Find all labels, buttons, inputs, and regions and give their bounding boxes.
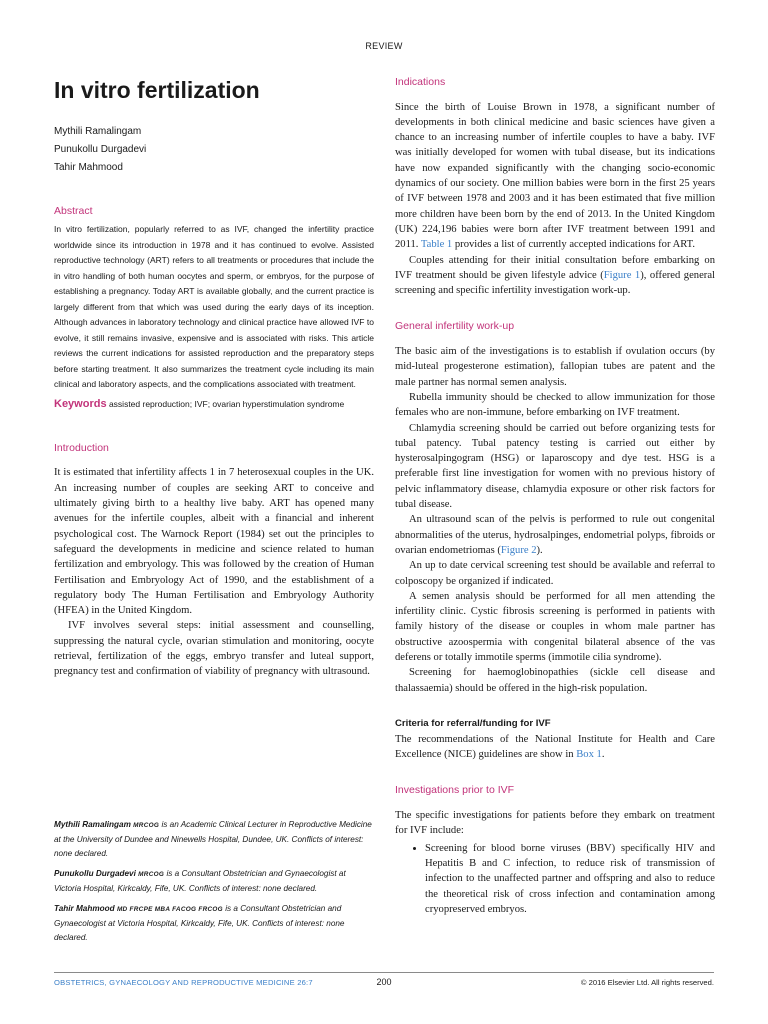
footer-divider	[54, 972, 714, 973]
keywords-label: Keywords	[54, 397, 107, 410]
indications-paragraph: Since the birth of Louise Brown in 1978, a significant number of developments in both clinical medicine and basic sciences have given a chance to an increasing number of infertile couples to have a baby. IVF was initially developed for women with tubal disease, but its indications have now expanded significantly with the changing socio-economic dynamics of our society. One million babies were born in the first 25 years of IVF between 1978 and 2003 and it has been estimated that five million more children have been born by the end of 2013. In the United Kingdom (UK) 224,196 babies were born after IVF treatment between 1991 and 2011. Table 1 provides a list of currently accepted indications for ART.	[395, 101, 715, 251]
workup-paragraph: An ultrasound scan of the pelvis is performed to rule out congenital abnormalities of the uterus, hydrosalpinges, endometrial polyps, fibroids or ovarian endometriomas (Figure 2).	[395, 514, 715, 556]
list-item: • Screening for blood borne viruses (BBV) specifically HIV and Hepatitis B and C infection, to reduce risk of transmission of infection to the unaffected partner and offspring and also to reduce the theoretical risk of cross infection and contamination among cryopreserved embryos.	[425, 841, 715, 917]
criteria-heading: Criteria for referral/funding for IVF	[395, 717, 551, 729]
abstract-text: In vitro fertilization, popularly referred to as IVF, changed the infertility practice worldwide since its introduction in 1978 and it has continued to evolve. Assisted reproductive technology (ART) refers to all treatments or procedures that include the in vitro handling of both human oocytes and sperm, or embryos, for the purpose of establishing a pregnancy. Today ART is available globally, and the current practice is largely different from that which was used during the early days of its inception. Although advances in laboratory technology and clinical practice have allowed IVF to evolve, it still remains invasive, expensive and is associated with risks. This article reviews the current indications for assisted reproduction and the preparatory steps before starting treatment. It also summarizes the treatment cycle including its main clinical and laboratory aspects, and the complications associated with treatment.	[54, 224, 374, 390]
introduction-paragraph: It is estimated that infertility affects 1 in 7 heterosexual couples in the UK. An increasing number of couples are seeking ART to conceive and ultimately giving birth to a healthy live baby. ART has opened many avenues for the infertile couples, albeit with a financial and inherent psychological cost. The Warnock Report (1984) set out the principles to safeguard the developments in medicine and science related to human fertilization and embryology. This was followed by the creation of Human Fertilisation and Embryology Act of 1990, and the establishment of a regulatory body The Human Fertilisation and Embryology Authority (HFEA) in the United Kingdom.	[54, 467, 374, 617]
author-name: Tahir Mahmood	[54, 161, 123, 173]
author-footnotes	[54, 818, 374, 951]
keywords	[54, 397, 374, 412]
author-name: Mythili Ramalingam	[54, 125, 142, 137]
table-1-link[interactable]: Table 1	[420, 239, 453, 251]
footnote-author-qualifications: MRCOG	[133, 822, 160, 829]
abstract-heading: Abstract	[54, 204, 93, 217]
indications-paragraph: Couples attending for their initial consultation before embarking on IVF treatment should be given lifestyle advice (Figure 1), offered general screening and specific infertility investigation work-up.	[395, 254, 715, 297]
footnote-author-name: Punukollu Durgadevi	[54, 869, 136, 878]
box-1-link[interactable]: Box 1	[576, 749, 602, 761]
workup-paragraph: The basic aim of the investigations is to establish if ovulation occurs (by mid-luteal progesterone estimation), fallopian tubes are patent and the male partner has normal semen analysis.	[395, 346, 715, 388]
keywords-text: assisted reproduction; IVF; ovarian hyperstimulation syndrome	[108, 398, 345, 409]
footnote-text: is an Academic Clinical Lecturer in Reproductive Medicine at the University of Dundee and Ninewells Hospital, Dundee, UK. Conflicts of interest: none declared.	[54, 820, 372, 858]
article-title: In vitro fertilization	[54, 77, 260, 103]
footer-journal: OBSTETRICS, GYNAECOLOGY AND REPRODUCTIVE MEDICINE 26:7	[54, 978, 313, 987]
workup-paragraph: Chlamydia screening should be carried out before organizing tests for tubal patency. Tubal patency testing is carried out either by hysterosalpingogram (HSG) or laparoscopy and dye test. HSG is a preferable first line investigation for women with no previous history of pelvic inflammatory disease, chlamydia exposure or other risk factors for tubal disease.	[395, 422, 715, 511]
author-footnote	[54, 867, 374, 896]
footnote-text: is a Consultant Obstetrician and Gynaecologist at Victoria Hospital, Kirkcaldy, Fife, UK. Conflicts of interest: none declared.	[54, 904, 345, 942]
section-tag: REVIEW	[365, 41, 403, 51]
figure-1-link[interactable]: Figure 1	[603, 269, 641, 281]
investigations-list	[395, 841, 715, 917]
figure-2-link[interactable]: Figure 2	[500, 544, 537, 556]
workup-paragraph: Rubella immunity should be checked to allow immunization for those females who are non-immune, before embarking on IVF treatment.	[395, 391, 715, 419]
workup-heading: General infertility work-up	[395, 320, 515, 333]
author-name: Punukollu Durgadevi	[54, 143, 147, 155]
footer-copyright: © 2016 Elsevier Ltd. All rights reserved.	[580, 978, 714, 987]
author-footnote	[54, 902, 374, 945]
criteria-paragraph: The recommendations of the National Institute for Health and Care Excellence (NICE) guidelines are show in Box 1.	[395, 733, 715, 761]
author-list	[54, 123, 374, 177]
workup-paragraph: Screening for haemoglobinopathies (sickle cell disease and thalassaemia) should be offered in the high-risk population.	[395, 667, 715, 694]
footnote-author-qualifications: MRCOG	[138, 871, 165, 878]
page-number: 200	[376, 977, 392, 987]
investigations-heading: Investigations prior to IVF	[395, 784, 515, 797]
workup-paragraph: An up to date cervical screening test should be available and referral to colposcopy be organized if indicated.	[395, 560, 715, 587]
left-column	[54, 76, 374, 680]
right-column	[395, 76, 715, 917]
introduction-paragraph: IVF involves several steps: initial assessment and counselling, suppressing the natural cycle, ovarian stimulation and monitoring, oocyte retrieval, fertilization of the eggs, embryo transfer and luteal support, pregnancy test and confirmation of viability of pregnancy with ultrasound.	[54, 620, 374, 678]
author-footnote	[54, 818, 374, 861]
footnote-author-name: Tahir Mahmood	[54, 904, 115, 913]
footnote-author-qualifications: MD FRCPE MBA FACOG FRCOG	[116, 906, 223, 913]
footnote-author-name: Mythili Ramalingam	[54, 820, 131, 829]
investigations-paragraph: The specific investigations for patients before they embark on treatment for IVF include:	[395, 810, 715, 837]
footnote-text: is a Consultant Obstetrician and Gynaecologist at Victoria Hospital, Kirkcaldy, Fife, UK. Conflicts of interest: none declared.	[54, 869, 346, 893]
indications-heading: Indications	[395, 76, 446, 88]
introduction-heading: Introduction	[54, 441, 109, 454]
workup-paragraph: A semen analysis should be performed for all men attending the infertility clinic. Cystic fibrosis screening is performed in patients with family history of the disease or couples in whom male partner has obstructive azoospermia with congenital bilateral absence of the vas deferens or totally immotile sperms (immotile cilia syndrome).	[395, 590, 715, 663]
